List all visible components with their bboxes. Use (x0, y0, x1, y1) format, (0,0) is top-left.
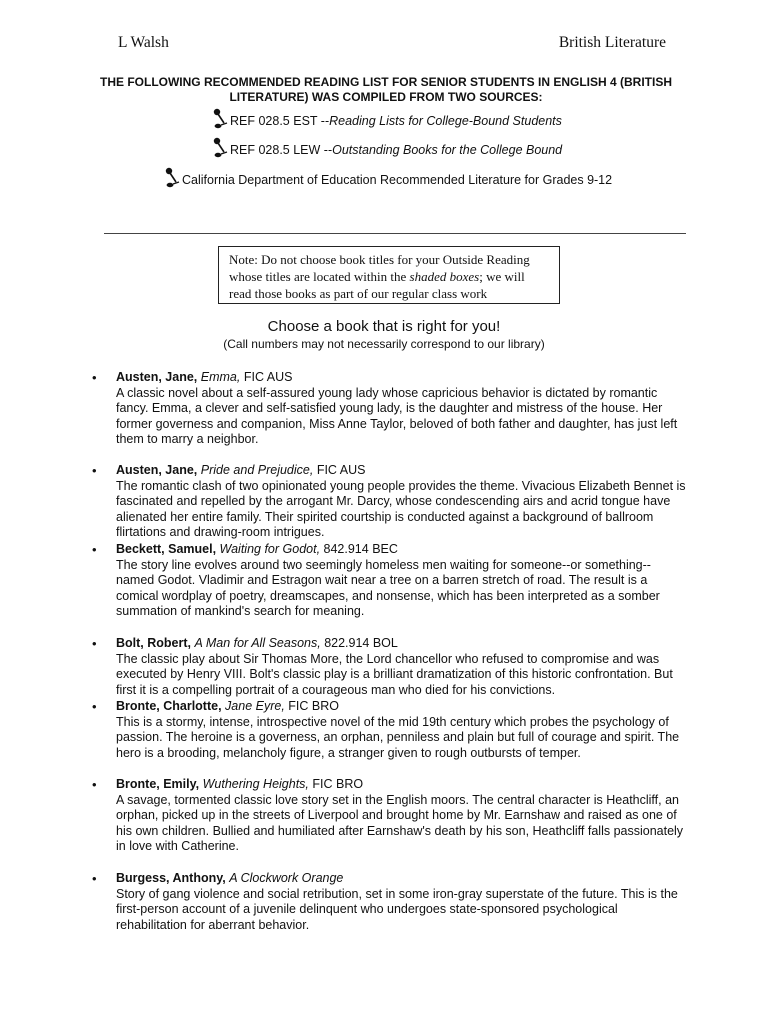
book-author: Bolt, Robert, (116, 636, 191, 650)
choose-heading: Choose a book that is right for you! (267, 318, 501, 335)
divider (104, 233, 686, 234)
book-title: Waiting for Godot, (219, 542, 321, 556)
book-description: A classic novel about a self-assured young lady whose capricious behavior is dictated by romantic fancy. Emma, a clever and self-satisfied young lady, is the daughter and mistress of the house. Her former governess and companion, Miss Anne Taylor, beloved of both father and daughter, has just left them to marry a neighbor. (116, 385, 678, 447)
bullet: • (92, 699, 97, 714)
call-number-note: (Call numbers may not necessarily correspond to our library) (223, 337, 545, 351)
book-entry (92, 871, 688, 933)
book-author: Burgess, Anthony, (116, 871, 226, 885)
source-call: REF 028.5 EST -- (230, 114, 330, 128)
book-author: Bronte, Emily, (116, 777, 200, 791)
source-call: California Department of Education Recommended Literature for Grades 9-12 (182, 173, 613, 187)
book-title: Emma, (200, 370, 241, 384)
book-author: Bronte, Charlotte, (116, 699, 222, 713)
bullet: • (92, 542, 97, 557)
book-entry (92, 542, 688, 620)
page-title: THE FOLLOWING RECOMMENDED READING LIST FOR SENIOR STUDENTS IN ENGLISH 4 (BRITISH LITERATURE) WAS COMPILED FROM TWO SOURCES: (99, 75, 672, 104)
source-title: Reading Lists for College-Bound Students (329, 114, 562, 128)
book-heading (116, 370, 688, 386)
book-entry (92, 777, 688, 855)
book-heading (116, 463, 688, 479)
bullet: • (92, 777, 97, 792)
book-description: A savage, tormented classic love story set in the English moors. The central character is Heathcliff, an orphan, picked up in the streets of Liverpool and brought home by Mr. Earnshaw and raised as one of his own children. Bullied and humiliated after Earnshaw's death by his son, Heathcliff falls passionately in love with Catherine. (116, 792, 684, 854)
book-call-number: FIC AUS (243, 370, 293, 384)
book-call-number: FIC AUS (316, 463, 366, 477)
book-call-number: FIC BRO (312, 777, 364, 791)
bullet: • (92, 463, 97, 478)
book-entry (92, 636, 688, 698)
book-call-number: 842.914 BEC (323, 542, 398, 556)
book-title: A Man for All Seasons, (194, 636, 321, 650)
header-author: L Walsh (118, 34, 169, 51)
book-call-number: 822.914 BOL (324, 636, 398, 650)
magnifier-pin-icon (212, 108, 228, 130)
bullet: • (92, 636, 97, 651)
header-course: British Literature (558, 34, 666, 51)
book-heading (116, 871, 688, 887)
book-description: Story of gang violence and social retribution, set in some iron-gray superstate of the future. This is the first-person account of a juvenile delinquent who undergoes state-sponsored psychological rehabilitation for aberrant behavior. (116, 886, 678, 932)
book-title: Jane Eyre, (225, 699, 285, 713)
magnifier-pin-icon (212, 137, 228, 159)
note-emphasis: shaded boxes (409, 269, 480, 284)
book-title: Pride and Prejudice, (200, 463, 314, 477)
magnifier-pin-icon (164, 167, 180, 189)
book-description: The romantic clash of two opinionated young people provides the theme. Vivacious Elizabeth Bennet is fascinated and repelled by the arrogant Mr. Darcy, whose condescending airs and acrid tongue have alienated her entire family. Their spirited courtship is conducted against a background of ballroom flirtations and drawing-room intrigues. (116, 478, 686, 540)
book-author: Beckett, Samuel, (116, 542, 217, 556)
book-author: Austen, Jane, (116, 463, 198, 477)
page-header (118, 34, 666, 52)
book-heading (116, 636, 688, 652)
source-item (164, 165, 612, 187)
note-text-2: ; we will read those books as part of our regular class work (229, 269, 525, 301)
book-description: The story line evolves around two seemingly homeless men waiting for someone--or something--named Godot. Vladimir and Estragon wait near a tree on a barren stretch of road. The result is a comical wordplay of poetry, dreamscapes, and nonsense, which has been interpreted as a somber summation of mankind's search for meaning. (116, 557, 660, 619)
bullet: • (92, 370, 97, 385)
book-title: Wuthering Heights, (202, 777, 309, 791)
book-heading (116, 542, 688, 558)
book-entry (92, 699, 688, 761)
book-entry (92, 463, 688, 541)
book-entry (92, 370, 688, 448)
bullet: • (92, 871, 97, 886)
source-call: REF 028.5 LEW -- (230, 143, 333, 157)
book-heading (116, 777, 688, 793)
book-title: A Clockwork Orange (229, 871, 344, 885)
source-title: Outstanding Books for the College Bound (332, 143, 563, 157)
book-description: This is a stormy, intense, introspective novel of the mid 19th century which probes the psychology of passion. The heroine is a governess, an orphan, penniless and plain but full of courage and spirit. The hero is a brooding, melancholy figure, a stranger given to rough outbursts of temper. (116, 714, 680, 760)
note-box (218, 246, 560, 304)
book-call-number: FIC BRO (288, 699, 339, 713)
book-author: Austen, Jane, (116, 370, 198, 384)
book-description: The classic play about Sir Thomas More, the Lord chancellor who refused to compromise and was executed by Henry VIII. Bolt's classic play is a brilliant dramatization of this historic confrontation. But first it is a compelling portrait of a courageous man who died for his convictions. (116, 651, 673, 697)
book-heading (116, 699, 688, 715)
note-text-1: Note: Do not choose book titles for your Outside Reading whose titles are located within the (229, 252, 530, 284)
source-item (212, 135, 562, 157)
source-item (212, 106, 562, 128)
